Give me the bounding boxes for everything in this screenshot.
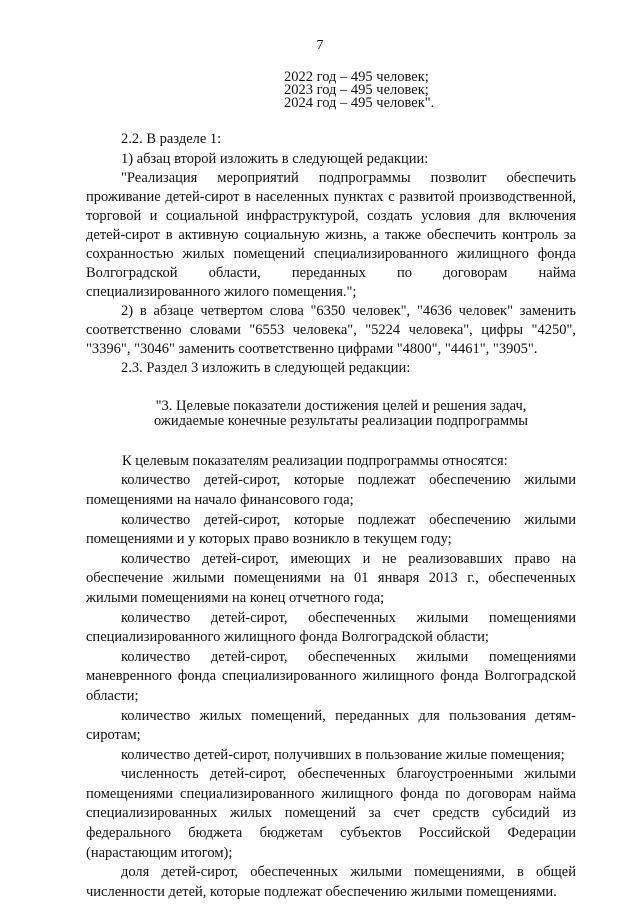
paragraph-section-2-3: 2.3. Раздел 3 изложить в следующей редакции: <box>121 360 411 377</box>
list-item: количество детей-сирот, которые подлежат обеспечению жилыми помещениями на начало финансового года; <box>86 472 576 508</box>
paragraph-item-1: 1) абзац второй изложить в следующей редакции: <box>121 150 429 167</box>
year-line: 2023 год – 495 человек; <box>284 82 429 99</box>
list-item: количество детей-сирот, имеющих и не реализовавших право на обеспечение жилыми помещениями на 01 января 2013 г., обеспеченных жилыми помещениями на конец отчетного года; <box>86 550 576 606</box>
list-item: количество детей-сирот, которые подлежат обеспечению жилыми помещениями и у которых право возникло в текущем году; <box>86 511 576 548</box>
section-3-heading-line: ожидаемые конечные результаты реализации подпрограммы <box>153 413 529 430</box>
year-list <box>284 71 434 111</box>
paragraph-section-2-2: 2.2. В разделе 1: <box>121 131 222 147</box>
list-item: количество детей-сирот, обеспеченных жилыми помещениями специализированного жилищного фонда Волгоградской области; <box>86 609 576 646</box>
paragraph-quote-realization: "Реализация мероприятий подпрограммы позволит обеспечить проживание детей-сирот в населенных пунктах с развитой производственной, торговой и социальной инфраструктурой, создать условия для включения детей-сирот в активную социальную жизнь, а также обеспечить контроль за сохранностью жилых помещений специализированного жилищного фонда Волгоградской области, переданных по договорам найма специализированного жилого помещения."; <box>86 170 576 301</box>
list-item: количество детей-сирот, обеспеченных жилыми помещениями маневренного фонда специализированного жилищного фонда Волгоградской области; <box>86 648 576 704</box>
year-line: 2022 год – 495 человек; <box>284 69 429 85</box>
page-number: 7 <box>316 38 324 53</box>
document-body <box>86 130 576 902</box>
list-item: численность детей-сирот, обеспеченных благоустроенными жилыми помещениями специализированного жилищного фонда по договорам найма специализированных жилых помещений за счет средств субсидий из федерального бюджета бюджетам субъектов Российской Федерации (нарастающим итогом); <box>86 766 576 861</box>
section-3-heading <box>86 399 576 430</box>
list-item: количество детей-сирот, получивших в пользование жилые помещения; <box>121 746 565 763</box>
year-line: 2024 год – 495 человек". <box>284 95 435 112</box>
section-3-heading-line: "3. Целевые показатели достижения целей и решения задач, <box>155 397 527 414</box>
list-item: доля детей-сирот, обеспеченных жилыми помещениями, в общей численности детей, которые подлежат обеспечению жилыми помещениями. <box>86 864 576 900</box>
paragraph-item-2: 2) в абзаце четвертом слова "6350 человек", "4636 человек" заменить соответственно словами "6553 человека", "5224 человека", цифры "4250", "3396", "3046" заменить соответственно цифрами "4800", "4461", "3905". <box>86 303 576 358</box>
list-item: количество жилых помещений, переданных для пользования детям-сиротам; <box>86 707 576 744</box>
paragraph-targets-intro: К целевым показателям реализации подпрограммы относятся: <box>122 452 508 469</box>
